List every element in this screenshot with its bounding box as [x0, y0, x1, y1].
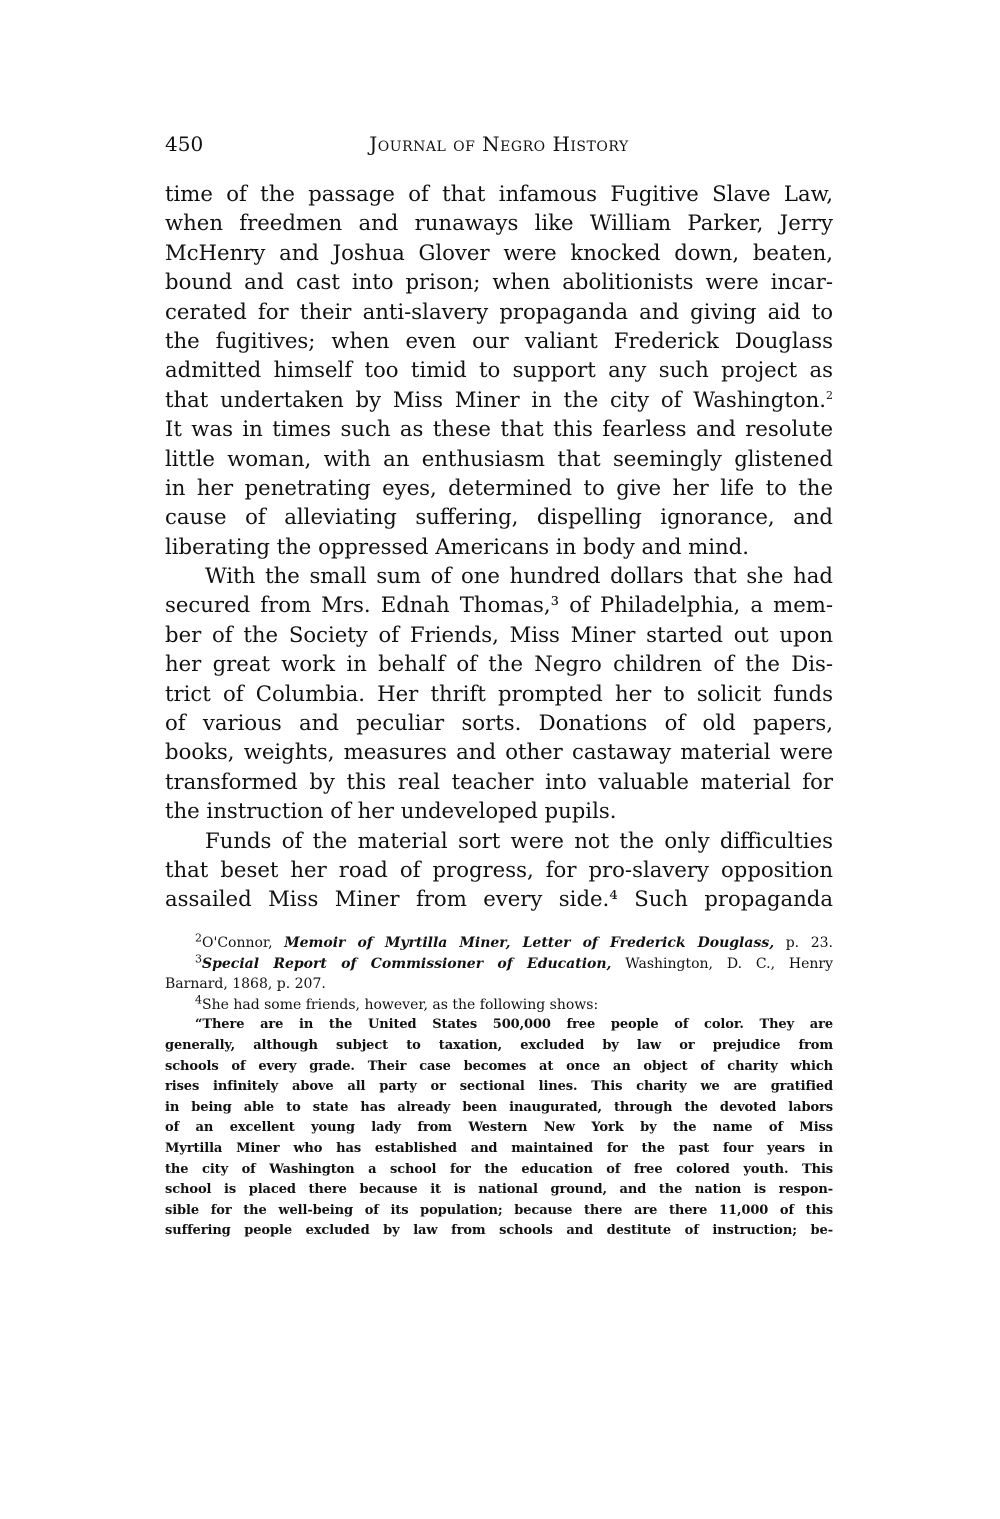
- text-line: that undertaken by Miss Miner in the city of Washington.$^2$: [165, 386, 833, 412]
- text-line: liberating the oppressed Americans in body and mind.: [165, 533, 749, 559]
- page-number: 450: [165, 132, 204, 156]
- text-line: her great work in behalf of the Negro children of the Dis-: [165, 651, 833, 677]
- text-line: little woman, with an enthusiasm that seemingly glistened: [165, 445, 833, 471]
- quote-line: school is placed there because it is national ground, and the nation is respon-: [165, 1182, 833, 1198]
- text-line: cause of alleviating suffering, dispelling ignorance, and: [165, 504, 833, 530]
- footnote-3-cont: Barnard, 1868, p. 207.: [165, 976, 326, 993]
- footnote-4: $^4$She had some friends, however, as the following shows:: [195, 993, 599, 1013]
- text-line: With the small sum of one hundred dollars that she had: [205, 563, 833, 589]
- text-line: the fugitives; when even our valiant Frederick Douglass: [165, 327, 833, 353]
- text-line: the instruction of her undeveloped pupils.: [165, 798, 617, 824]
- footnote-4-quote: [165, 1015, 833, 1242]
- text-line: trict of Columbia. Her thrift prompted her to solicit funds: [165, 680, 833, 706]
- text-line: books, weights, measures and other castaway material were: [165, 739, 833, 765]
- quote-line: rises infinitely above all party or sectional lines. This charity we are gratified: [165, 1079, 833, 1095]
- text-line: of various and peculiar sorts. Donations of old papers,: [165, 710, 833, 736]
- quote-line: the city of Washington a school for the education of free colored youth. This: [165, 1161, 833, 1177]
- footnotes: [165, 933, 833, 1242]
- text-line: time of the passage of that infamous Fugitive Slave Law,: [165, 181, 833, 206]
- text-line: cerated for their anti-slavery propaganda and giving aid to: [165, 298, 833, 324]
- quote-line: suffering people excluded by law from schools and destitute of instruction; be-: [165, 1223, 833, 1239]
- footnote-ref: 2: [826, 388, 833, 402]
- quote-line: generally, although subject to taxation, excluded by law or prejudice from: [165, 1037, 833, 1053]
- footnote-3: $^3$Special Report of Commissioner of Education, Washington, D. C., Henry: [195, 951, 833, 972]
- text-line: when freedmen and runaways like William Parker, Jerry: [165, 210, 833, 236]
- quote-line: schools of every grade. Their case becomes at once an object of charity which: [165, 1058, 833, 1074]
- text-line: bound and cast into prison; when abolitionists were incar-: [165, 269, 833, 295]
- text-line: secured from Mrs. Ednah Thomas,³ of Philadelphia, a mem-: [165, 592, 833, 618]
- footnote-2: $^2$O'Connor, Memoir of Myrtilla Miner, Letter of Frederick Douglass, p. 23.: [195, 931, 834, 951]
- text-line: admitted himself too timid to support any such project as: [165, 357, 833, 383]
- body-text: [165, 179, 833, 914]
- text-line: assailed Miss Miner from every side.⁴ Such propaganda: [165, 886, 833, 912]
- text-line: Funds of the material sort were not the only difficulties: [205, 827, 833, 853]
- quote-line: Myrtilla Miner who has established and maintained for the past four years in: [165, 1140, 833, 1156]
- quote-line: in being able to state has already been inaugurated, through the devoted labors: [165, 1099, 833, 1115]
- running-head: Journal of Negro History: [369, 132, 629, 156]
- quote-line: of an excellent young lady from Western New York by the name of Miss: [165, 1120, 833, 1136]
- text-line: in her penetrating eyes, determined to give her life to the: [165, 474, 833, 500]
- text-line: that beset her road of progress, for pro-slavery opposition: [165, 856, 833, 882]
- quote-line: “There are in the United States 500,000 free people of color. They are: [195, 1017, 833, 1033]
- text-line: It was in times such as these that this fearless and resolute: [165, 416, 833, 442]
- page-header: [165, 132, 833, 162]
- quote-line: sible for the well-being of its population; because there are there 11,000 of this: [165, 1202, 833, 1218]
- text-line: McHenry and Joshua Glover were knocked down, beaten,: [165, 239, 833, 265]
- text-line: ber of the Society of Friends, Miss Miner started out upon: [165, 621, 833, 647]
- text-line: transformed by this real teacher into valuable material for: [165, 768, 833, 794]
